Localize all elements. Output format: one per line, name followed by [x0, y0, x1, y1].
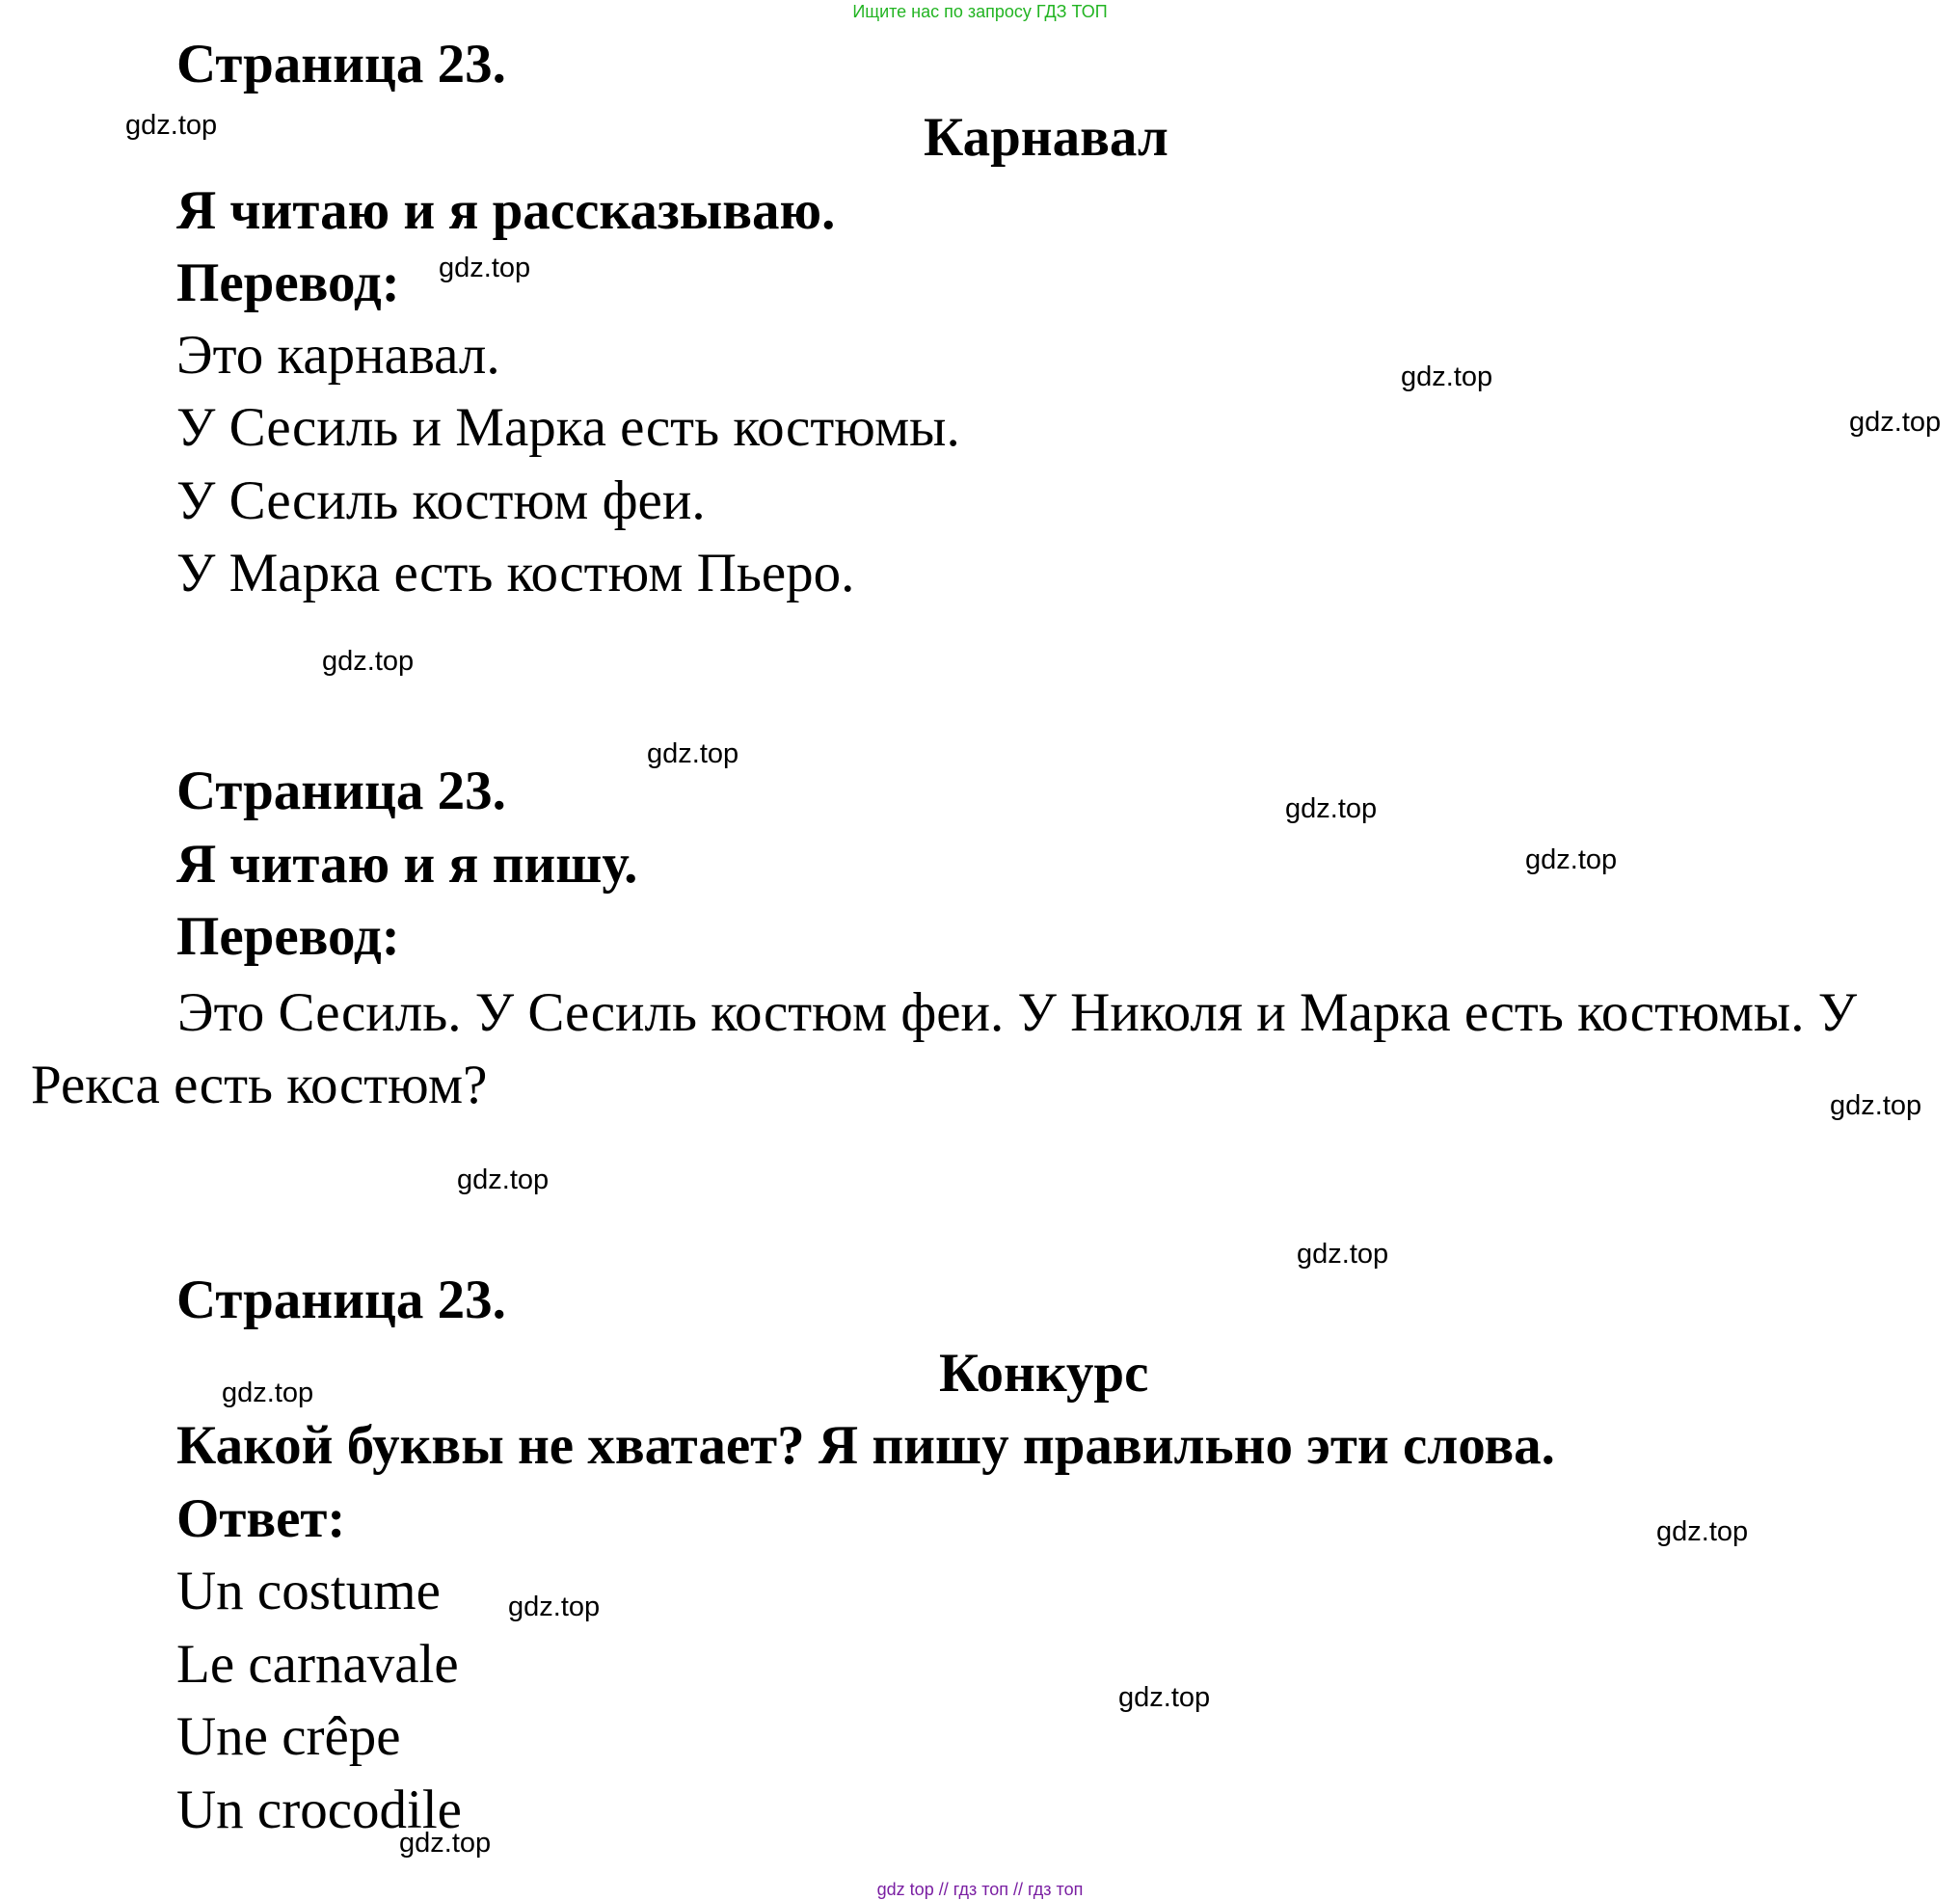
- bottom-site-banner: gdz top // гдз топ // гдз топ: [876, 1880, 1084, 1899]
- section1-translation-label: Перевод:: [176, 253, 400, 313]
- section1-line-4: У Марка есть костюм Пьеро.: [176, 543, 855, 603]
- section2-translation-label: Перевод:: [176, 906, 400, 967]
- section3-word-1: Un costume: [176, 1561, 441, 1621]
- watermark: gdz.top: [322, 646, 415, 677]
- section1-task: Я читаю и я рассказываю.: [176, 180, 836, 241]
- watermark: gdz.top: [439, 253, 531, 283]
- top-search-banner: Ищите нас по запросу ГДЗ ТОП: [852, 2, 1108, 21]
- section1-page-heading: Страница 23.: [176, 34, 506, 94]
- section1-title: Карнавал: [924, 107, 1168, 168]
- watermark: gdz.top: [457, 1164, 550, 1195]
- watermark: gdz.top: [1830, 1090, 1922, 1121]
- watermark: gdz.top: [1285, 793, 1378, 824]
- section3-title: Конкурс: [939, 1343, 1149, 1404]
- section3-answer-label: Ответ:: [176, 1488, 346, 1549]
- section3-word-2: Le carnavale: [176, 1634, 459, 1695]
- watermark: gdz.top: [399, 1828, 492, 1859]
- section3-page-heading: Страница 23.: [176, 1270, 506, 1330]
- section1-line-2: У Сесиль и Марка есть костюмы.: [176, 397, 960, 458]
- section3-word-3: Une crêpe: [176, 1706, 401, 1767]
- watermark: gdz.top: [1656, 1516, 1749, 1547]
- section3-task: Какой буквы не хватает? Я пишу правильно эти слова.: [176, 1415, 1555, 1476]
- section2-translation-text: Это Сесиль. У Сесиль костюм феи. У Николя и Марка есть костюмы. У Рекса есть костюм?: [31, 982, 1858, 1115]
- watermark: gdz.top: [508, 1592, 601, 1622]
- watermark: gdz.top: [647, 738, 739, 769]
- section2-page-heading: Страница 23.: [176, 761, 506, 821]
- watermark: gdz.top: [1297, 1239, 1389, 1270]
- watermark: gdz.top: [125, 110, 218, 141]
- section1-line-1: Это карнавал.: [176, 325, 500, 386]
- section3-word-4: Un crocodile: [176, 1780, 462, 1840]
- section1-line-3: У Сесиль костюм феи.: [176, 470, 706, 531]
- watermark: gdz.top: [1525, 844, 1618, 875]
- section2-task: Я читаю и я пишу.: [176, 834, 638, 895]
- watermark: gdz.top: [222, 1378, 314, 1408]
- watermark: gdz.top: [1118, 1682, 1211, 1713]
- watermark: gdz.top: [1849, 407, 1942, 438]
- watermark: gdz.top: [1401, 361, 1493, 392]
